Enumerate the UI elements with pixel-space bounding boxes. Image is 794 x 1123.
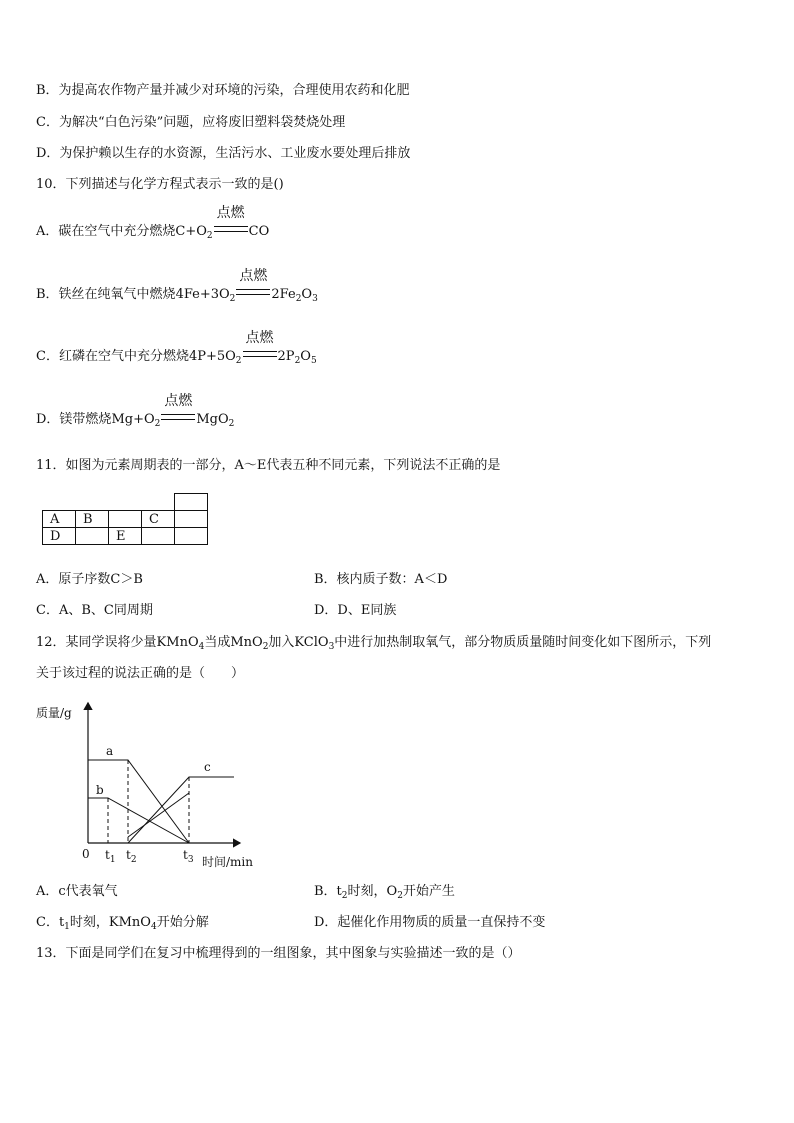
- curve-c-line: [128, 777, 234, 843]
- reaction-condition: 点燃: [243, 349, 277, 365]
- table-cell: B: [76, 511, 109, 528]
- t2-tick-label: $t_2$: [126, 848, 137, 865]
- x-axis-label: 时间/min: [202, 855, 253, 869]
- curve-b-label: b: [96, 783, 104, 797]
- q13-stem: 13．下面是同学们在复习中梳理得到的一组图象，其中图象与实验描述一致的是（）: [36, 946, 521, 961]
- q10-option-a: A．碳在空气中充分燃烧$C+O_2$ 点燃 CO: [36, 205, 270, 241]
- q9-option-c: C．为解决“白色污染”问题，应将废旧塑料袋焚烧处理: [36, 115, 346, 130]
- y-axis-label: 质量/g: [36, 706, 72, 720]
- curve-c-label: c: [204, 760, 211, 774]
- table-cell: [109, 511, 142, 528]
- q11-option-b: B．核内质子数：A＜D: [314, 572, 448, 587]
- option-label: D．镁带燃烧: [36, 412, 112, 427]
- q11-stem: 11．如图为元素周期表的一部分，A～E代表五种不同元素，下列说法不正确的是: [36, 458, 501, 473]
- mass-time-graph: [30, 700, 270, 875]
- q11-option-c: C．A、B、C同周期: [36, 603, 153, 618]
- q9-option-b: B．为提高农作物产量并减少对环境的污染，合理使用农药和化肥: [36, 83, 410, 98]
- table-cell: [142, 528, 175, 545]
- curve-b-line: [88, 798, 189, 843]
- table-cell: D: [43, 528, 76, 545]
- q11-option-d: D．D、E同族: [314, 603, 397, 618]
- q10-option-c: C．红磷在空气中充分燃烧$4P+5O_2$ 点燃 $2P_2O_5$: [36, 330, 317, 366]
- reaction-condition: 点燃: [236, 287, 270, 303]
- curve-a-line: [88, 760, 189, 843]
- q12-option-b: B．$t_2$时刻，$O_2$开始产生: [314, 884, 455, 901]
- q12-stem-line2: 关于该过程的说法正确的是（ ）: [36, 666, 245, 681]
- table-cell: [175, 528, 208, 545]
- periodic-table-fragment: [42, 493, 208, 545]
- reaction-condition: 点燃: [214, 224, 248, 240]
- option-label: C．红磷在空气中充分燃烧: [36, 349, 189, 364]
- q12-option-d: D．起催化作用物质的质量一直保持不变: [314, 915, 546, 930]
- table-cell: A: [43, 511, 76, 528]
- table-cell: [76, 528, 109, 545]
- q9-option-d: D．为保护赖以生存的水资源，生活污水、工业废水要处理后排放: [36, 146, 411, 161]
- q11-option-a: A．原子序数C＞B: [36, 572, 143, 587]
- origin-label: 0: [82, 847, 90, 861]
- t3-tick-label: $t_3$: [183, 848, 194, 865]
- q12-stem-line1: 12．某同学误将少量KMnO$_4$当成MnO$_2$加入KClO$_3$中进行加热制取氧气，部分物质质量随时间变化如下图所示，下列: [36, 635, 712, 652]
- q12-option-c: C．$t_1$时刻，KMnO$_4$开始分解: [36, 915, 209, 932]
- q12-option-a: A．c代表氧气: [36, 884, 118, 899]
- option-label: B．铁丝在纯氧气中燃烧: [36, 287, 176, 302]
- q10-stem: 10．下列描述与化学方程式表示一致的是(): [36, 177, 284, 192]
- table-cell: E: [109, 528, 142, 545]
- q10-option-b: B．铁丝在纯氧气中燃烧$4Fe+3O_2$ 点燃 $2Fe_2O_3$: [36, 268, 318, 304]
- table-cell: C: [142, 511, 175, 528]
- table-cell: [175, 494, 208, 511]
- reaction-condition: 点燃: [161, 412, 195, 428]
- table-cell: [175, 511, 208, 528]
- q10-option-d: D．镁带燃烧$Mg+O_2$ 点燃 MgO$_2$: [36, 393, 235, 429]
- t1-tick-label: $t_1$: [105, 848, 116, 865]
- option-label: A．碳在空气中充分燃烧: [36, 224, 176, 239]
- curve-a-label: a: [106, 744, 114, 758]
